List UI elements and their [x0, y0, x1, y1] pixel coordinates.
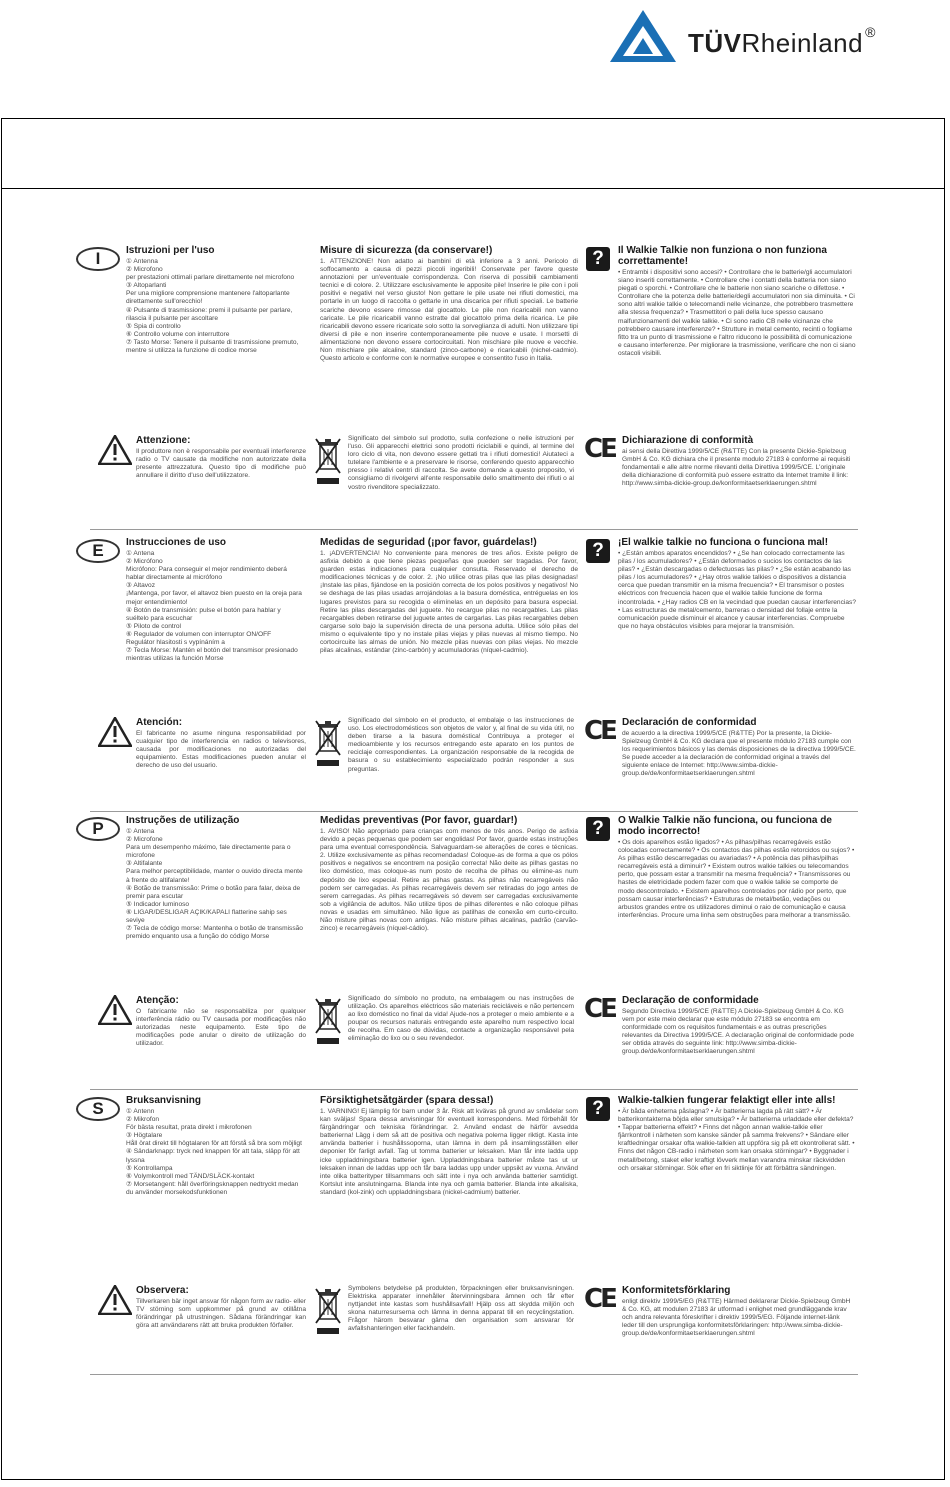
troubleshooting-title: Il Walkie Talkie non funziona o non funziona correttamente!: [618, 245, 827, 267]
crossed-bin-icon: [314, 1287, 342, 1337]
safety-text: 1. ¡ADVERTENCIA! No conveniente para menores de tres años. Existe peligro de asfixia debido a que tiene piezas pequeñas que pueden ser tragadas. Por favor, guarden estas indicaciones para cualquier consulta. Reservado el derecho de modificaciones técnicas y de color. 2. ¡No utilice otras pilas que las pilas designadas! ¡Instale las pilas, fijándose en la posición correcta de los polos positivos y negativos! No se deshaga de las pilas usadas arrojándolas a la basura doméstica, entréguelas en los lugares previstos para su recogida o elimínelas en un depósito para basura especial. Retire las pilas descargadas del juguete. No recargue pilas no recargables. Las pilas recargables deben retirarse del juguete antes de cargarlas. Las pilas recargables deben cargarse solo bajo la supervisión directa de una persona adulta. Utilice sólo pilas del mismo o equivalente tipo y no instale pilas viejas y pilas nuevas al mismo tiempo. No cortocircuite las almas de unión. No mezcle pilas nuevas con pilas viejas. No mezcle pilas alcalinas, estándar (zinc-carbón) y acumuladoras (níquel-cadmio).: [320, 550, 578, 655]
instruction-item: ③ Altifalante: [126, 860, 163, 868]
conformity-text: ai sensi della Direttiva 1999/5/CE (R&TTE) Con la presente Dickie-Spielzeug GmbH & Co. KG dichiara che il presente modulo 27183 è conforme ai requisiti fondamentali e alle altre norme rilevanti della Direttiva 1999/5/CE. L'originale della dichiarazione di conformità può essere estratto da Internet tramite il link: http://www.simba-dickie-group.de/konformitaetserklaerungen.shtml: [622, 448, 851, 488]
instruction-item: Para melhor perceptibilidade, manter o ouvido directa mente à frente do altifalante!: [126, 868, 303, 884]
instruction-item: ⑤ Kontrollampa: [126, 1164, 173, 1172]
ce-mark-icon: CE: [584, 434, 615, 464]
warning-triangle-icon: [98, 717, 132, 747]
disposal-column: [348, 995, 574, 1082]
instruction-item: ③ Högtalare: [126, 1132, 163, 1140]
warning-title: Atención:: [136, 717, 183, 728]
instruction-item: ¡Mantenga, por favor, el altavoz bien puesto en la oreja para mejor entendimiento!: [126, 590, 302, 606]
conformity-text: Segundo Directiva 1999/5/CE (R&TTE) A Dickie-Spielzeug GmbH & Co. KG vem por este meio declarar que este módulo 27183 se encontra em conformidade com os requisitos fundamentais e as outras prescrições relevantes da Directiva 1999/5/CE. A declaração original de conformidade pode ser obtida através do seguinte link: http://www.simba-dickie-group.de/de/konformitaetserklaerungen.shtml: [622, 1008, 855, 1056]
troubleshooting-column: [618, 815, 856, 985]
disposal-column: [348, 435, 574, 522]
instruction-item: ③ Altoparlanti: [126, 282, 167, 290]
instructions-column: [126, 537, 304, 707]
troubleshooting-title: O Walkie Talkie não funciona, ou funciona de modo incorrecto!: [618, 815, 832, 837]
language-badge: I: [76, 247, 120, 271]
instruction-item: Regulátor hlasitosti s vypínáním a: [126, 639, 225, 647]
conformity-title: Dichiarazione di conformità: [622, 435, 754, 446]
instruction-item: ⑦ Tecla de código morse: Mantenha o botão de transmissão premido enquanto usa a função do código Morse: [126, 925, 303, 941]
instruction-item: ④ Sändarknapp: tryck ned knappen för att tala, släpp för att lyssna: [126, 1148, 300, 1164]
instruction-item: Per una migliore comprensione mantenere l'altoparlante direttamente sull'orecchio!: [126, 290, 290, 306]
section-divider: [90, 529, 858, 530]
instruction-item: ① Antena: [126, 550, 155, 557]
instruction-item: ⑦ Tasto Morse: Tenere il pulsante di trasmissione premuto, mentre si utilizza la funzione di codice morse: [126, 338, 299, 355]
conformity-text: enligt direktiv 1999/5/EG (R&TTE) Härmed deklarerar Dickie-Spielzeug GmbH & Co. KG, att modulen 27183 är utformad i enlighet med grundläggande krav och andra relevanta föreskrifter i direktiv 1999/5/EG. Följande internet-länk leder till den ursprungliga konformitetsförklaringen: http://www.simba-dickie-group.de/de/konformitaetserklaerungen.shtml: [622, 1298, 851, 1338]
safety-column: [320, 815, 578, 985]
troubleshooting-column: [618, 245, 856, 425]
instruction-item: ⑦ Tecla Morse: Mantén el botón del transmisor presionado mientras utilizas la función Morse: [126, 647, 298, 663]
section-divider: [90, 1089, 858, 1090]
instructions-title: Instruções de utilização: [126, 815, 240, 826]
instruction-item: ② Mikrofon: [126, 1116, 160, 1124]
disposal-text: Symbolens betydelse på produkten, förpackningen eller bruksanvisningen. Elektriska apparater innehåller återvinningsbara ämnen och får efter nyttjandet inte kastas som hushållsavfall! Hjälp oss att skydda miljön och skona naturresurserna och lämna in denna apparat till en recyclingstation. Frågor härom besvarar gärna den organisation som ansvarar för avfallshanteringen eller fackhandeln.: [348, 1285, 574, 1333]
section-divider: [90, 811, 858, 812]
tuv-rheinland-logo: [608, 8, 918, 68]
warning-text: O fabricante não se responsabiliza por qualquer interferência rádio ou TV causada por modificações não autorizadas neste equipamento. Este tipo de modificações pode anular o direito de utilização do utilizador.: [136, 1008, 306, 1048]
instruction-item: För bästa resultat, prata direkt i mikrofonen: [126, 1124, 252, 1132]
warning-text: Tillverkaren bär inget ansvar för någon form av radio- eller TV störning som uppkommer på grund av otillåtna förändringar på utrustningen. Sådana förändringar kan göra att användarens rätt att bruka produkten förfaller.: [136, 1298, 306, 1330]
disposal-text: Significato del simbolo sul prodotto, sulla confezione o nelle istruzioni per l'uso. Gli apparecchi elettrici sono prodotti riciclabili e quindi, al termine del loro ciclo di vita, non devono essere gettati tra i rifiuti domestici! Aiutateci a tutelare l'ambiente e a preservare le risorse, conferendo questo apparecchio presso i relativi centri di raccolta. Se avete domande a questo proposito, vi consigliamo di rivolgervi all'ente responsabile dello smaltimento dei rifiuti o al vostro rivenditore specializzato.: [348, 435, 574, 491]
language-badge: P: [76, 817, 120, 841]
conformity-column: [622, 717, 856, 804]
tuv-triangle-icon: [608, 8, 678, 64]
instruction-item: ⑥ Controllo volume con interruttore: [126, 330, 230, 338]
instructions-title: Bruksanvisning: [126, 1095, 202, 1106]
conformity-text: de acuerdo a la directiva 1999/5/CE (R&TTE) Por la presente, la Dickie-Spielzeug GmbH & Co. KG declara que el presente módulo 27183 cumple con los requerimientos básicos y las demás disposiciones de la directiva 1999/5/CE. Se puede acceder a la declaración de conformidad original a través del siguiente enlace de Internet: http://www.simba-dickie-group.de/de/konformitaetserklaerungen.shtml: [622, 730, 856, 778]
safety-column: [320, 245, 578, 425]
language-badge: S: [76, 1097, 120, 1121]
disposal-column: [348, 1285, 574, 1367]
troubleshooting-title: ¡El walkie talkie no funciona o funciona mal!: [618, 537, 829, 548]
ce-mark-icon: CE: [584, 1284, 615, 1314]
safety-title: Misure di sicurezza (da conservare!): [320, 245, 493, 256]
conformity-title: Declaração de conformidade: [622, 995, 759, 1006]
warning-column: [136, 1285, 306, 1367]
instruction-item: Para um desempenho máximo, fale directamente para o microfone: [126, 844, 291, 860]
instruction-item: ② Microfone: [126, 836, 163, 844]
conformity-column: [622, 1285, 856, 1367]
warning-triangle-icon: [98, 1285, 132, 1315]
instructions-column: [126, 815, 304, 985]
instruction-item: ④ Botón de transmisión: pulse el botón para hablar y suéltelo para escuchar: [126, 606, 281, 622]
warning-text: Il produttore non è responsabile per eventuali interferenze radio o TV causate da modifiche non autorizzate della presente attrezzatura. Questo tipo di modifiche può annullare il diritto d'uso dell'utilizzatore.: [136, 448, 306, 480]
instruction-item: ① Antenna: [126, 258, 158, 265]
warning-column: [136, 717, 306, 804]
warning-title: Observera:: [136, 1285, 189, 1296]
frame-header-divider: [2, 188, 944, 189]
warning-title: Attenzione:: [136, 435, 191, 446]
logo-text: TÜVRheinland ®: [688, 24, 876, 58]
conformity-column: [622, 995, 856, 1082]
troubleshooting-column: [618, 537, 856, 707]
disposal-text: Significado do símbolo no produto, na embalagem ou nas instruções de utilização. Os aparelhos eléctricos são materiais recicláveis e não pertencem ao lixo doméstico no final da vida! Ajude-nos a proteger o meio ambiente e a poupar os recursos naturais entregando este aparelho num respectivo local de recolha. Em caso de dúvidas, contacte a organização responsável pela eliminação do lixo ou o seu revendedor.: [348, 995, 574, 1043]
question-mark-icon: ?: [586, 817, 610, 841]
troubleshooting-column: [618, 1095, 856, 1275]
language-section-i: [72, 245, 858, 530]
conformity-title: Konformitetsförklaring: [622, 1285, 731, 1296]
safety-title: Medidas de seguridad (¡por favor, guárdelas!): [320, 537, 537, 548]
warning-triangle-icon: [98, 995, 132, 1025]
language-section-p: [72, 815, 858, 1090]
safety-title: Medidas preventivas (Por favor, guardar!): [320, 815, 518, 826]
warning-triangle-icon: [98, 435, 132, 465]
language-badge: E: [76, 539, 120, 563]
instruction-item: ① Antenn: [126, 1108, 155, 1115]
crossed-bin-icon: [314, 437, 342, 487]
disposal-column: [348, 717, 574, 804]
instructions-column: [126, 1095, 304, 1275]
safety-column: [320, 1095, 578, 1275]
instruction-item: ④ Botão de transmissão: Prime o botão para falar, deixa de premir para escutar: [126, 884, 301, 900]
instruction-item: ① Antena: [126, 828, 155, 835]
crossed-bin-icon: [314, 997, 342, 1047]
ce-mark-icon: CE: [584, 716, 615, 746]
safety-text: 1. ATTENZIONE! Non adatto ai bambini di età inferiore a 3 anni. Pericolo di soffocamento a causa di pezzi piccoli ingeribili! Conservate per favore queste annotazioni per un'eventuale corrispondenza. Con riserva di possibili cambiamenti tecnici e di colore. 2. Utilizzare esclusivamente le apposite pile! Inserire le pile con i poli positivi e negativi nel verso giusto! Non gettare le pile usate nei rifiuti domestici, ma portarle in un luogo di raccolta o gettarle in una discarica per rifiuti speciali. Le batterie scariche devono essere rimosse dal giocattolo. Le pile non ricaricabili non vanno caricate. Le pile ricaricabili vanno estratte dal giocattolo prima della ricarica. Le pile ricaricabili devono essere ricaricate solo sotto la sorveglianza di adulti. Non utilizzare tipi diversi di pile e non inserire contemporaneamente pile nuove e usate. I morsetti di alimentazione non devono essere cortocircuitati. Non mischiare pile nuove e vecchie. Non mischiare pile alcaline, standard (zinco-carbone) e ricaricabili (nichel-cadmio). Questo articolo e conforme con le normative europee e consentito l'uso in Italia.: [320, 258, 578, 363]
troubleshooting-text: • Entrambi i dispositivi sono accesi? • Controllare che le batterie/gli accumulatori siano inseriti correttamente. • Controllare che i contatti della batteria non siano piegati o sporchi. • Controllare che le batterie non siano scariche o difettose. • Controllare che la potenza delle batterie/degli accumulatori non sia diminuita. • Ci sono altri walkie talkie o telecomandi nelle vicinanze, che potrebbero trasmettere alla stessa frequenza? • Trasmettitori o pali della luce spesso causano malfunzionamenti del walkie talkie. • Ci sono radio CB nelle vicinanze che potrebbero causare interferenze? • Strutture in metal cemento, recinti o fogliame fitto tra un punto di trasmissione e l'altro riducono le possibilità di comunicazione e causano interferenze. Per migliorare la trasmissione, verificare che non ci siano ostacoli visibili.: [618, 269, 856, 357]
crossed-bin-icon: [314, 719, 342, 769]
safety-column: [320, 537, 578, 707]
instruction-item: per prestazioni ottimali parlare direttamente nel microfono: [126, 274, 295, 282]
warning-title: Atenção:: [136, 995, 179, 1006]
instructions-column: [126, 245, 304, 425]
troubleshooting-text: • ¿Están ambos aparatos encendidos? • ¿Se han colocado correctamente las pilas / los acumuladores? • ¿Están deformados o sucios los contactos de las pilas? • ¿Están descargadas o defectuosas las pilas? • ¿Se están acabando las pilas / los acumuladores? • ¿Hay otros walkie talkies o dispositivos a distancia cerca que puedan transmitir en la misma frecuencia? • El transmisor o postes eléctricos con frecuencia hacen que el walkie talkie funcione de forma incontrolada. • ¿Hay radios CB en la vecindad que puedan causar interferencias? • Las estructuras de metal/cemento, barreras o densidad del follaje entre la comunicación puede disminuir el alcance y causar interferencias. Compruebe que no haya obstáculos visibles para mejorar la transmisión.: [618, 550, 856, 630]
instruction-item: ⑤ Spia di controllo: [126, 322, 181, 330]
question-mark-icon: ?: [586, 247, 610, 271]
troubleshooting-title: Walkie-talkien fungerar felaktigt eller inte alls!: [618, 1095, 836, 1106]
safety-text: 1. AVISO! Não apropriado para crianças com menos de três anos. Perigo de asfixia devido a peças pequenas que podem ser engolidas! Por favor, guarde estas instruções para uma eventual correspondência. Salvaguardam-se alterações de cores e técnicas. 2. Utilize exclusivamente as pilhas recomendadas! Coloque-as de forma a que os pólos positivos e negativos se encontrem na posição correcta! Não deite as pilhas gastas no lixo doméstico, mas coloque-as num posto de recolha de pilhas ou elimine-as num depósito de lixo especial. Retire as pilhas gastas. As pilhas não recarregáveis não podem ser carregadas. As pilhas recarregáveis devem ser retiradas do jogo antes de serem carregadas. As pilhas recarregáveis só devem ser carregadas exclusivamente sob a vigilância de adultos. Não utilize tipos de pilhas diferentes e não coloque pilhas novas e usadas em simultâneo. Não ligue as patilhas de conexão em curto-circuito. Não misture pilhas novas com antigas. Não misture pilhas alcalinas, padrão (carvão-zinco) e recarregáveis (níquel-cádio).: [320, 828, 578, 933]
question-mark-icon: ?: [586, 539, 610, 563]
ce-mark-icon: CE: [584, 994, 615, 1024]
instruction-item: ③ Altavoz: [126, 582, 156, 590]
conformity-title: Declaración de conformidad: [622, 717, 757, 728]
safety-title: Försiktighetsåtgärder (spara dessa!): [320, 1095, 494, 1106]
instruction-item: ⑦ Morsetangent: håll överföringsknappen nedtryckt medan du använder morsekodsfunktionen: [126, 1180, 299, 1196]
safety-text: 1. VARNING! Ej lämplig för barn under 3 år. Risk att kvävas på grund av smådelar som kan sväljas! Spara dessa anvisningar för eventuell korrespondens. Med förbehåll för färgändringar och tekniska förändringar. 2. Använd endast de härför avsedda batterierna! Lägg i dem så att de positiva och negativa polerna ligger riktigt. Kasta inte använda batterier i hushållssoporna, utan lämna in dem på insamlingsställen eller deponier för farligt avfall. Tag ut tomma batterier ur leksaken. Man får inte ladda upp icke uppladdningsbara batterier igen. Uppladdningsbara batterier måste tas ut ur leksaken innan de laddas upp och får bara laddas upp under uppsikt av vuxna. Använd inte olika batterityper tillsammans och sätt inte i nya och använda batterier samtidigt. Kortslut inte anslutningarna. Blanda inte nya och gamla batterier. Blanda inte alkaliska, standard (kol-zink) och uppladdningsbara (nickel-cadmium) batterier.: [320, 1108, 578, 1196]
warning-column: [136, 995, 306, 1082]
instruction-sheet: [72, 245, 858, 1375]
conformity-column: [622, 435, 856, 522]
language-section-s: [72, 1095, 858, 1375]
question-mark-icon: ?: [586, 1097, 610, 1121]
instruction-item: ② Micrófono: [126, 558, 163, 566]
instructions-title: Istruzioni per l'uso: [126, 245, 215, 256]
troubleshooting-text: • Är båda enheterna påslagna? • Är batterierna lagda på rätt sätt? • Är batterikontakterna böjda eller smutsiga? • Är batterierna urladdade eller defekta? • Tappar batterierna effekt? • Finns det någon annan walkie-talkie eller fjärrkontroll i närheten som kanske sänder på samma frekvens? • Sändare eller kraftledningar orsakar ofta walkie-talkien att uppföra sig på ett okontrollerat sätt. • Finns det någon CB-radio i närheten som kan orsaka störningar? • Byggnader i metall/betong, staket eller kraftigt lövverk mellan varandra minskar räckvidden och orsakar störningar. Sök efter en fri siktlinje för att förbättra sändningen.: [618, 1108, 855, 1172]
disposal-text: Significado del símbolo en el producto, el embalaje o las instrucciones de uso. Los electrodomésticos son objetos de valor y, al final de su vida útil, no deben tirarse a la basura doméstica! Contribuya a proteger el medioambiente y los recursos entregando este aparato en los puntos de reciclaje correspondientes. La organización responsable de la recogida de basura o su establecimiento especializado podrán responder a sus preguntas.: [348, 717, 574, 773]
instruction-item: ⑥ LIGAR/DESLIGAR AÇIK/KAPALI flatterine sahip ses seviye: [126, 908, 287, 925]
instruction-item: ⑤ Piloto de control: [126, 622, 182, 630]
instruction-item: Håll örat direkt till högtalaren för att förstå så bra som möjligt: [126, 1140, 302, 1148]
instructions-title: Instrucciones de uso: [126, 537, 227, 548]
warning-text: El fabricante no asume ninguna responsabilidad por cualquier tipo de interferencia en radios o televisores, causada por modificaciones no autorizadas del equipamiento. Estas modificaciones pueden anular el derecho de uso del usuario.: [136, 730, 306, 770]
instruction-item: Micrófono: Para conseguir el mejor rendimiento deberá hablar directamente al micrófono: [126, 566, 287, 582]
instruction-item: ② Microfono: [126, 266, 163, 274]
instruction-item: ⑥ Volymkontroll med TÄND/SLÄCK-kontakt: [126, 1172, 255, 1180]
instruction-item: ⑤ Indicador luminoso: [126, 900, 190, 908]
instruction-item: ④ Pulsante di trasmissione: premi il pulsante per parlare, rilascia il pulsante per ascoltare: [126, 306, 293, 322]
language-section-e: [72, 537, 858, 812]
troubleshooting-text: • Os dois aparelhos estão ligados? • As pilhas/pilhas recarregáveis estão colocadas correctamente? • Os contactos das pilhas estão retorcidos ou sujos? • As pilhas estão descarregadas ou avariadas? • A potência das pilhas/pilhas recarregáveis está a diminuir? • Existem outros walkie talkies ou telecomandos perto, que possam estar a transmitir na mesma frequência? • Transmissores ou hastes de eletricidade podem fazer com que o walkie talkie se comporte de modo descontrolado. • Existem aparelhos controlados por rádio por perto, que possam causar interferências? • Estruturas de metal/betão, vedações ou arbustos grandes entre os utilizadores diminui o raio de comunicação e causa interferências. Procure uma linha sem obstruções para melhorar a transmissão.: [618, 839, 855, 919]
section-divider: [90, 1374, 858, 1375]
warning-column: [136, 435, 306, 522]
instruction-item: ⑥ Regulador de volumen con interruptor ON/OFF: [126, 630, 272, 638]
